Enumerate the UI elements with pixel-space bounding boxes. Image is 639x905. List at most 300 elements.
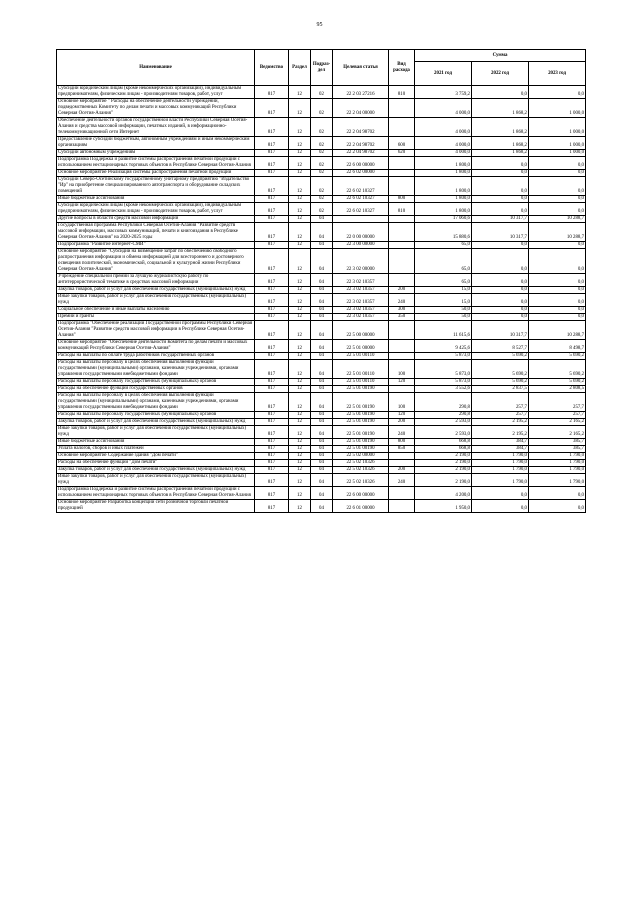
row-expense-type [389, 321, 415, 340]
row-razdel: 12 [289, 314, 311, 321]
row-podrazdel: 04 [311, 386, 333, 393]
row-expense-type [389, 500, 415, 513]
table-row [57, 157, 586, 170]
row-name: Основное мероприятие "Обеспечение деятельности Комитета по делам печати и массовых коммуникаций Республики Северная Осетия-Алания" [57, 340, 255, 353]
row-target-article: 22 2 04 00000 [333, 99, 389, 118]
table-row [57, 294, 586, 307]
row-sum-2022: 0,0 [472, 177, 529, 196]
row-target-article: 22 5 01 00000 [333, 340, 389, 353]
row-sum-2023: 0,0 [529, 86, 586, 99]
row-sum-2022: 0,0 [472, 170, 529, 177]
row-target-article: 22 6 02 10327 [333, 203, 389, 216]
row-razdel: 12 [289, 393, 311, 412]
row-sum-2022: 0,0 [472, 294, 529, 307]
row-sum-2023: 0,0 [529, 177, 586, 196]
row-vedomstvo: 817 [255, 86, 289, 99]
row-sum-2023: 0,0 [529, 314, 586, 321]
row-name: Субсидии Северо-Осетинскому государственному унитарному предприятию "Издательство "Ир" на приобретение специализированного автотранспорта и оборудование складских помещений [57, 177, 255, 196]
row-sum-2021: 1 800,0 [415, 203, 472, 216]
row-expense-type [389, 170, 415, 177]
row-sum-2021: 4 000,0 [415, 150, 472, 157]
row-razdel: 12 [289, 177, 311, 196]
row-vedomstvo: 817 [255, 203, 289, 216]
row-expense-type: 620 [389, 150, 415, 157]
table-row [57, 203, 586, 216]
row-name: Социальное обеспечение и иные выплаты населению [57, 307, 255, 314]
row-sum-2021: 4 000,0 [415, 137, 472, 150]
row-sum-2023: 0,0 [529, 242, 586, 249]
row-name: Расходы на выплаты персоналу государственных (муниципальных) органов [57, 412, 255, 419]
row-podrazdel: 04 [311, 467, 333, 474]
row-podrazdel: 04 [311, 487, 333, 500]
row-razdel: 12 [289, 412, 311, 419]
row-target-article: 22 2 04 98702 [333, 150, 389, 157]
row-name: Основное мероприятие "Субсидии на возмещение затрат по обеспечению свободного распространения информации и обмена информацией для всестороннего и достоверного освещения политической, экономической, социальной и культурной жизни Республики Северная Осетия-Алания" [57, 249, 255, 274]
table-row [57, 99, 586, 118]
row-sum-2023: 1 000,0 [529, 99, 586, 118]
row-sum-2021: 3 552,6 [415, 386, 472, 393]
row-sum-2023: 1 790,0 [529, 453, 586, 460]
table-row [57, 150, 586, 157]
row-sum-2022: 0,0 [472, 242, 529, 249]
row-sum-2022: 2 195,2 [472, 419, 529, 426]
row-target-article: 22 3 02 10357 [333, 287, 389, 294]
row-sum-2022: 5 690,2 [472, 353, 529, 360]
row-podrazdel: 04 [311, 474, 333, 487]
row-name: Подпрограмма "Развитие интернет-СМИ" [57, 242, 255, 249]
row-razdel: 12 [289, 426, 311, 439]
row-name: Расходы на обеспечение функций "Дом печати" [57, 460, 255, 467]
header-year-2022: 2022 год [472, 62, 529, 86]
row-sum-2022: 0,0 [472, 307, 529, 314]
row-razdel: 12 [289, 474, 311, 487]
table-row [57, 419, 586, 426]
row-vedomstvo: 817 [255, 393, 289, 412]
row-target-article: 22 2 03 27216 [333, 86, 389, 99]
row-sum-2021: 1 800,0 [415, 170, 472, 177]
row-sum-2021: 50,0 [415, 307, 472, 314]
row-target-article: 22 5 01 00190 [333, 412, 389, 419]
row-sum-2021: 1 800,0 [415, 196, 472, 203]
row-target-article: 22 5 01 00190 [333, 426, 389, 439]
table-row [57, 379, 586, 386]
row-target-article: 22 6 02 00000 [333, 170, 389, 177]
row-sum-2023: 0,0 [529, 274, 586, 287]
row-target-article: 22 6 02 10327 [333, 177, 389, 196]
row-razdel: 12 [289, 453, 311, 460]
row-vedomstvo: 817 [255, 487, 289, 500]
row-podrazdel: 02 [311, 150, 333, 157]
row-razdel: 12 [289, 439, 311, 446]
row-sum-2021: 4 000,0 [415, 118, 472, 137]
row-vedomstvo: 817 [255, 137, 289, 150]
row-target-article: 22 3 02 00000 [333, 249, 389, 274]
row-name: Учреждение специальной премии за лучшую журналистскую работу по антитеррористической тематике в средствах массовой информации [57, 274, 255, 287]
row-razdel: 12 [289, 294, 311, 307]
row-target-article: 22 5 01 00190 [333, 439, 389, 446]
row-razdel: 12 [289, 500, 311, 513]
header-year-2021: 2021 год [415, 62, 472, 86]
table-row [57, 170, 586, 177]
row-podrazdel: 04 [311, 242, 333, 249]
row-sum-2021: 2 593,0 [415, 419, 472, 426]
row-sum-2021: 65,0 [415, 242, 472, 249]
row-podrazdel: 02 [311, 99, 333, 118]
table-row [57, 249, 586, 274]
row-razdel: 12 [289, 379, 311, 386]
row-sum-2021: 11 615,6 [415, 321, 472, 340]
row-vedomstvo: 817 [255, 460, 289, 467]
row-sum-2023: 10 288,7 [529, 321, 586, 340]
row-razdel: 12 [289, 99, 311, 118]
header-vedomstvo: Ведомство [255, 50, 289, 86]
row-razdel: 12 [289, 170, 311, 177]
row-vedomstvo: 817 [255, 150, 289, 157]
row-expense-type [389, 249, 415, 274]
row-razdel: 12 [289, 446, 311, 453]
row-sum-2023: 8 498,7 [529, 340, 586, 353]
row-sum-2022: 384,7 [472, 446, 529, 453]
row-sum-2023: 0,0 [529, 307, 586, 314]
table-row [57, 412, 586, 419]
row-sum-2021: 15,0 [415, 294, 472, 307]
row-razdel: 12 [289, 137, 311, 150]
row-expense-type [389, 340, 415, 353]
row-name: Подпрограмма "Обеспечение реализации Государственной программы Республики Северная Осетия-Алания "Развитие средств массовой информации в Республике Северная Осетия-Алания" [57, 321, 255, 340]
row-vedomstvo: 817 [255, 439, 289, 446]
row-sum-2023: 2 165,2 [529, 419, 586, 426]
row-razdel: 12 [289, 203, 311, 216]
table-row [57, 360, 586, 379]
row-sum-2021: 5 873,0 [415, 379, 472, 386]
row-vedomstvo: 817 [255, 379, 289, 386]
row-podrazdel: 02 [311, 170, 333, 177]
row-sum-2022: 0,0 [472, 203, 529, 216]
row-podrazdel: 04 [311, 439, 333, 446]
row-sum-2021: 668,8 [415, 446, 472, 453]
row-podrazdel: 02 [311, 137, 333, 150]
row-podrazdel: 04 [311, 307, 333, 314]
row-sum-2021: 65,0 [415, 274, 472, 287]
row-sum-2023: 0,0 [529, 487, 586, 500]
row-vedomstvo: 817 [255, 453, 289, 460]
row-vedomstvo: 817 [255, 321, 289, 340]
table-row [57, 340, 586, 353]
row-sum-2022: 1 790,0 [472, 460, 529, 467]
row-razdel: 12 [289, 460, 311, 467]
row-sum-2022: 257,7 [472, 393, 529, 412]
row-sum-2021: 1 950,0 [415, 500, 472, 513]
row-razdel: 12 [289, 249, 311, 274]
row-podrazdel: 02 [311, 203, 333, 216]
row-expense-type: 200 [389, 287, 415, 294]
table-row [57, 242, 586, 249]
row-expense-type: 800 [389, 439, 415, 446]
row-vedomstvo: 817 [255, 340, 289, 353]
row-sum-2021: 3 759,2 [415, 86, 472, 99]
row-sum-2023: 0,0 [529, 196, 586, 203]
row-sum-2023: 1 790,0 [529, 460, 586, 467]
row-razdel: 12 [289, 360, 311, 379]
table-row [57, 426, 586, 439]
row-razdel: 12 [289, 307, 311, 314]
row-sum-2021: 5 873,0 [415, 360, 472, 379]
row-sum-2023: 0,0 [529, 249, 586, 274]
row-name: Уплата налогов, сборов и иных платежей [57, 446, 255, 453]
row-expense-type: 800 [389, 196, 415, 203]
row-sum-2023: 5 690,2 [529, 353, 586, 360]
row-sum-2022: 8 527,7 [472, 340, 529, 353]
row-razdel: 12 [289, 150, 311, 157]
row-podrazdel: 04 [311, 216, 333, 223]
row-vedomstvo: 817 [255, 446, 289, 453]
row-target-article: 22 6 00 00000 [333, 487, 389, 500]
row-podrazdel: 04 [311, 353, 333, 360]
row-sum-2021: 1 800,0 [415, 177, 472, 196]
row-podrazdel: 02 [311, 196, 333, 203]
row-razdel: 12 [289, 340, 311, 353]
row-target-article: 22 3 00 00000 [333, 242, 389, 249]
row-sum-2022: 10 317,7 [472, 216, 529, 223]
row-sum-2022: 1 868,2 [472, 137, 529, 150]
row-sum-2023: 0,0 [529, 157, 586, 170]
row-vedomstvo: 817 [255, 353, 289, 360]
row-sum-2023: 0,0 [529, 170, 586, 177]
table-row [57, 393, 586, 412]
row-name: Расходы на выплаты персоналу в целях обеспечения выполнения функций государственными (муниципальными) органами, казенными учреждениями, органами управления государственными внебюджетными фондами [57, 393, 255, 412]
row-sum-2021: 1 800,0 [415, 157, 472, 170]
row-podrazdel: 02 [311, 157, 333, 170]
row-name: Основное мероприятие " Расходы на обеспечение деятельности учреждений, подведомственных Комитету по делам печати и массовых коммуникаций Республики Северная Осетия-Алания" [57, 99, 255, 118]
row-target-article: 22 5 00 00000 [333, 321, 389, 340]
row-target-article: 22 2 04 98702 [333, 118, 389, 137]
row-name: Подпрограмма Поддержка и развитие системы распространения печатной продукции с использованием нестационарных торговых объектов в Республике Северная Осетия-Алания [57, 157, 255, 170]
row-name: Основное мероприятие Реализация системы распространения печатной продукции [57, 170, 255, 177]
row-sum-2022: 0,0 [472, 249, 529, 274]
row-name: Расходы на выплаты персоналу в целях обеспечения выполнения функций государственными (муниципальными) органами, казенными учреждениями, органами управления государственными внебюджетными фондами [57, 360, 255, 379]
row-name: Субсидии юридическим лицам (кроме некоммерческих организаций), индивидуальным предпринимателям, физическим лицам - производителям товаров, работ, услуг [57, 203, 255, 216]
row-expense-type [389, 353, 415, 360]
row-sum-2022: 0,0 [472, 274, 529, 287]
row-sum-2023: 0,0 [529, 203, 586, 216]
row-sum-2023: 385,7 [529, 439, 586, 446]
row-sum-2021: 2 190,0 [415, 467, 472, 474]
row-sum-2021: 15,0 [415, 287, 472, 294]
row-vedomstvo: 817 [255, 177, 289, 196]
row-expense-type: 240 [389, 474, 415, 487]
row-razdel: 12 [289, 86, 311, 99]
row-vedomstvo: 817 [255, 419, 289, 426]
row-podrazdel: 04 [311, 446, 333, 453]
row-razdel: 12 [289, 386, 311, 393]
row-sum-2021: 290,8 [415, 393, 472, 412]
row-vedomstvo: 817 [255, 274, 289, 287]
row-target-article [333, 216, 389, 223]
page-number: 95 [316, 22, 323, 28]
row-sum-2022: 1 790,0 [472, 474, 529, 487]
table-row [57, 467, 586, 474]
row-name: Подпрограмма Поддержка и развитие системы распространения печатной продукции с использованием нестационарных торговых объектов в Республике Северная Осетия-Алания [57, 487, 255, 500]
row-sum-2022: 2 837,5 [472, 386, 529, 393]
table-row [57, 307, 586, 314]
row-sum-2021: 2 190,0 [415, 460, 472, 467]
row-vedomstvo: 817 [255, 294, 289, 307]
row-sum-2022: 1 790,0 [472, 467, 529, 474]
row-name: Иные бюджетные ассигнования [57, 439, 255, 446]
row-razdel: 12 [289, 223, 311, 242]
row-expense-type [389, 223, 415, 242]
row-sum-2021: 2 190,0 [415, 453, 472, 460]
table-row [57, 353, 586, 360]
table-row [57, 500, 586, 513]
row-sum-2022: 1 868,2 [472, 118, 529, 137]
row-sum-2022: 0,0 [472, 157, 529, 170]
table-row [57, 177, 586, 196]
table-row [57, 439, 586, 446]
row-sum-2023: 5 690,2 [529, 379, 586, 386]
row-name: Закупка товаров, работ и услуг для обеспечения государственных (муниципальных) нужд [57, 467, 255, 474]
row-name: Расходы на выплаты по оплате труда работников государственных органов [57, 353, 255, 360]
row-expense-type [389, 157, 415, 170]
row-name: Предоставление субсидий бюджетным, автономным учреждениям и иным некоммерческим организациям [57, 137, 255, 150]
row-podrazdel: 04 [311, 426, 333, 439]
row-expense-type: 300 [389, 307, 415, 314]
table-row [57, 137, 586, 150]
header-sum: Сумма [415, 50, 586, 62]
table-row [57, 321, 586, 340]
row-podrazdel: 04 [311, 249, 333, 274]
row-expense-type [389, 453, 415, 460]
row-podrazdel: 04 [311, 314, 333, 321]
row-sum-2021: 4 200,0 [415, 487, 472, 500]
row-sum-2021: 2 190,0 [415, 474, 472, 487]
row-razdel: 12 [289, 196, 311, 203]
row-sum-2022: 1 868,2 [472, 99, 529, 118]
row-podrazdel: 02 [311, 118, 333, 137]
row-name: Обеспечение деятельности органов государственной власти Республики Северная Осетия-Алания и средства массовой информации, печатных изданий, в информационно-телекоммуникационной сети Интернет [57, 118, 255, 137]
row-vedomstvo: 817 [255, 307, 289, 314]
row-sum-2023: 257,7 [529, 412, 586, 419]
table-row [57, 223, 586, 242]
row-expense-type [389, 99, 415, 118]
row-razdel: 12 [289, 157, 311, 170]
row-name: Субсидии автономным учреждениям [57, 150, 255, 157]
row-expense-type: 600 [389, 137, 415, 150]
row-sum-2023: 2 165,2 [529, 426, 586, 439]
row-name: Государственная программа Республики Северная Осетия-Алания "Развитие средств массовой информации, массовых коммуникаций, печати и книгоиздания в Республике Северная Осетия-Алания" на 2020-2025 годы [57, 223, 255, 242]
table-row [57, 487, 586, 500]
row-sum-2021: 668,8 [415, 439, 472, 446]
row-sum-2021: 17 060,6 [415, 216, 472, 223]
row-razdel: 12 [289, 216, 311, 223]
row-podrazdel: 04 [311, 500, 333, 513]
row-vedomstvo: 817 [255, 287, 289, 294]
budget-table [56, 49, 586, 513]
row-target-article: 22 5 01 00190 [333, 446, 389, 453]
table-row [57, 216, 586, 223]
row-sum-2023: 5 690,2 [529, 360, 586, 379]
row-sum-2022: 2 195,2 [472, 426, 529, 439]
row-name: Иные закупки товаров, работ и услуг для обеспечения государственных (муниципальных) нужд [57, 294, 255, 307]
row-name: Закупка товаров, работ и услуг для обеспечения государственных (муниципальных) нужд [57, 287, 255, 294]
row-name: Основное мероприятие Содержание здания "Дом печати" [57, 453, 255, 460]
row-expense-type: 200 [389, 467, 415, 474]
row-name: Закупка товаров, работ и услуг для обеспечения государственных (муниципальных) нужд [57, 419, 255, 426]
row-target-article: 22 5 01 00190 [333, 419, 389, 426]
row-vedomstvo: 817 [255, 386, 289, 393]
row-target-article: 22 5 01 00190 [333, 386, 389, 393]
row-expense-type [389, 487, 415, 500]
row-razdel: 12 [289, 274, 311, 287]
row-vedomstvo: 817 [255, 157, 289, 170]
row-name: Субсидии юридическим лицам (кроме некоммерческих организаций), индивидуальным предпринимателям, физическим лицам - производителям товаров, работ, услуг [57, 86, 255, 99]
row-expense-type [389, 386, 415, 393]
row-expense-type: 100 [389, 393, 415, 412]
row-sum-2021: 9 425,6 [415, 340, 472, 353]
row-podrazdel: 04 [311, 321, 333, 340]
row-expense-type [389, 460, 415, 467]
row-podrazdel: 04 [311, 287, 333, 294]
row-sum-2022: 0,0 [472, 86, 529, 99]
header-razdel: Раздел [289, 50, 311, 86]
row-target-article: 22 3 02 10357 [333, 314, 389, 321]
row-name: Иные закупки товаров, работ и услуг для обеспечения государственных (муниципальных) нужд [57, 426, 255, 439]
row-razdel: 12 [289, 118, 311, 137]
row-razdel: 12 [289, 321, 311, 340]
row-sum-2022: 384,7 [472, 439, 529, 446]
row-target-article: 22 6 01 00000 [333, 500, 389, 513]
header-year-2023: 2023 год [529, 62, 586, 86]
row-name: Основное мероприятие Разработка концепции сети розничной торговли печатной продукцией [57, 500, 255, 513]
row-target-article: 22 5 02 10326 [333, 460, 389, 467]
row-expense-type: 240 [389, 294, 415, 307]
row-sum-2022: 257,7 [472, 412, 529, 419]
row-sum-2023: 257,7 [529, 393, 586, 412]
row-expense-type: 850 [389, 446, 415, 453]
row-sum-2022: 0,0 [472, 500, 529, 513]
row-razdel: 12 [289, 487, 311, 500]
row-sum-2021: 5 873,0 [415, 353, 472, 360]
table-row [57, 474, 586, 487]
row-expense-type [389, 242, 415, 249]
row-vedomstvo: 817 [255, 412, 289, 419]
row-vedomstvo: 817 [255, 196, 289, 203]
row-target-article: 22 5 02 00000 [333, 453, 389, 460]
row-razdel: 12 [289, 287, 311, 294]
row-target-article: 22 5 01 00110 [333, 360, 389, 379]
row-sum-2022: 0,0 [472, 287, 529, 294]
row-sum-2021: 50,0 [415, 314, 472, 321]
row-sum-2023: 10 288,7 [529, 216, 586, 223]
row-sum-2022: 0,0 [472, 487, 529, 500]
row-sum-2023: 1 000,0 [529, 137, 586, 150]
row-vedomstvo: 817 [255, 223, 289, 242]
table-row [57, 86, 586, 99]
row-name: Премии и гранты [57, 314, 255, 321]
row-vedomstvo: 817 [255, 249, 289, 274]
row-sum-2022: 10 317,7 [472, 223, 529, 242]
row-expense-type: 810 [389, 86, 415, 99]
row-sum-2022: 0,0 [472, 314, 529, 321]
row-sum-2021: 2 593,0 [415, 426, 472, 439]
row-sum-2022: 1 868,2 [472, 150, 529, 157]
row-razdel: 12 [289, 353, 311, 360]
table-row [57, 118, 586, 137]
row-expense-type: 240 [389, 426, 415, 439]
row-razdel: 12 [289, 419, 311, 426]
row-name: Расходы на выплаты персоналу государственных (муниципальных) органов [57, 379, 255, 386]
row-target-article: 22 2 04 98702 [333, 137, 389, 150]
